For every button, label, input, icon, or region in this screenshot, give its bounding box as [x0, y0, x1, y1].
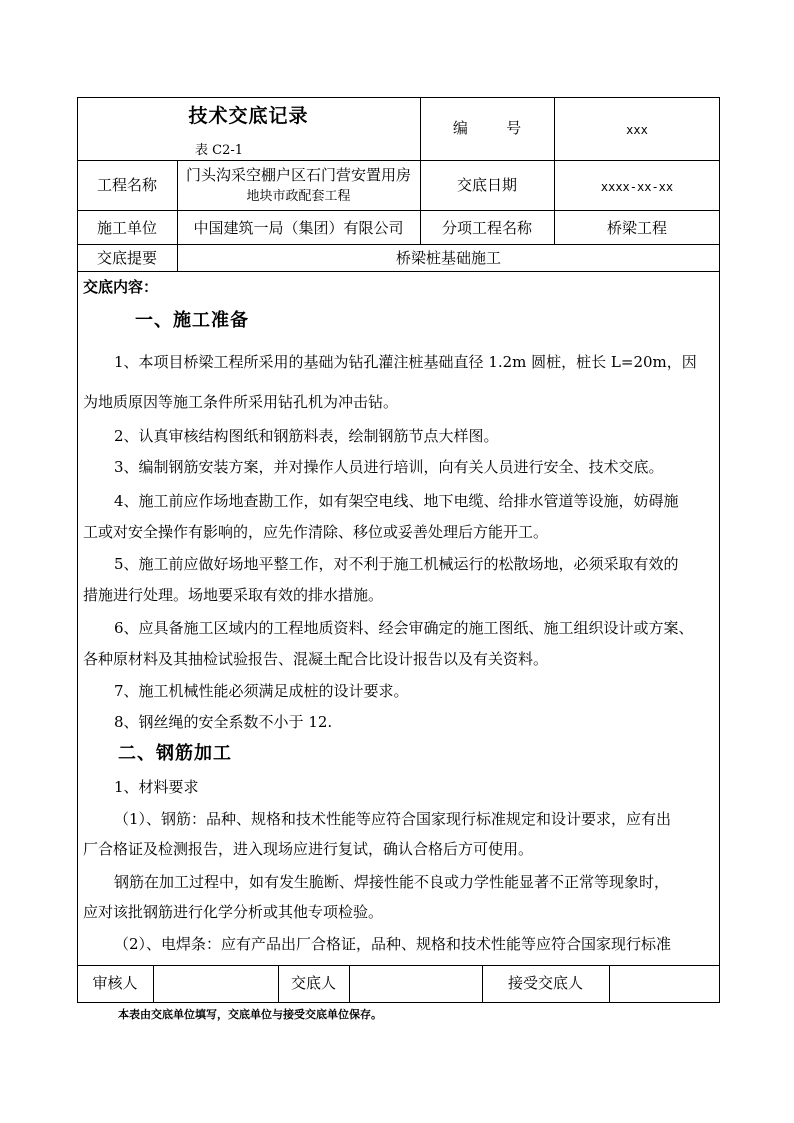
row-line-3 [77, 244, 720, 245]
row-line-1 [77, 160, 720, 161]
para-7: 7、施工机械性能必须满足成桩的设计要求。 [114, 682, 409, 700]
presenter-label: 交底人 [290, 974, 336, 992]
number-value: xxx [626, 123, 648, 137]
summary-label: 交底提要 [96, 249, 157, 267]
section-2-item-1: 1、材料要求 [114, 778, 199, 796]
subproject-label: 分项工程名称 [441, 219, 532, 237]
section-2-title: 二、钢筋加工 [118, 743, 232, 764]
section-2-para-3-line-1: （2）、电焊条：应有产品出厂合格证，品种、规格和技术性能等应符合国家现行标准 [114, 935, 672, 953]
col-line-f1 [153, 965, 154, 1003]
para-6-line-2: 各种原材料及其抽检试验报告、混凝土配合比设计报告以及有关资料。 [83, 650, 549, 668]
row-line-5 [77, 965, 720, 966]
col-line-f3 [349, 965, 350, 1003]
receiver-label: 接受交底人 [507, 974, 583, 992]
para-1-line-2: 为地质原因等施工条件所采用钻孔机为冲击钻。 [83, 393, 399, 411]
unit-label: 施工单位 [96, 219, 157, 237]
summary-value: 桥梁桩基础施工 [395, 249, 501, 267]
section-2-para-2-line-1: 钢筋在加工过程中，如有发生脆断、焊接性能不良或力学性能显著不正常等现象时， [114, 873, 670, 891]
para-5-line-1: 5、施工前应做好场地平整工作，对不利于施工机械运行的松散场地，必须采取有效的 [114, 555, 679, 573]
reviewer-label: 审核人 [92, 974, 138, 992]
content-label: 交底内容： [83, 278, 159, 296]
para-8: 8、钢丝绳的安全系数不小于 12. [114, 713, 333, 731]
form-number: 表 C2-1 [195, 143, 244, 158]
col-line-f5 [609, 965, 610, 1003]
para-3: 3、编制钢筋安装方案，并对操作人员进行培训，向有关人员进行安全、技术交底。 [114, 458, 664, 476]
project-name-line1: 门头沟采空棚户区石门营安置用房 [185, 166, 411, 184]
number-label: 编 号 [452, 119, 522, 137]
project-name-line2: 地块市政配套工程 [246, 189, 351, 204]
section-2-para-1-line-2: 厂合格证及检测报告，进入现场应进行复试，确认合格后方可使用。 [83, 840, 534, 858]
para-2: 2、认真审核结构图纸和钢筋料表，绘制钢筋节点大样图。 [114, 427, 499, 445]
section-2-para-2-line-2: 应对该批钢筋进行化学分析或其他专项检验。 [83, 903, 384, 921]
subproject-value: 桥梁工程 [606, 219, 667, 237]
date-value: xxxx-xx-xx [600, 180, 674, 194]
row-line-4 [77, 271, 720, 272]
unit-value: 中国建筑一局（集团）有限公司 [193, 219, 404, 237]
para-4-line-1: 4、施工前应作场地查勘工作，如有架空电线、地下电缆、给排水管道等设施，妨碍施 [114, 492, 679, 510]
footnote: 本表由交底单位填写，交底单位与接受交底单位保存。 [118, 1008, 382, 1021]
date-label: 交底日期 [456, 176, 517, 194]
section-2-para-1-line-1: （1）、钢筋：品种、规格和技术性能等应符合国家现行标准规定和设计要求，应有出 [114, 810, 672, 828]
para-4-line-2: 工或对安全操作有影响的，应先作清除、移位或妥善处理后方能开工。 [83, 523, 549, 541]
record-title: 技术交底记录 [188, 105, 309, 127]
row-line-2 [77, 210, 720, 211]
para-6-line-1: 6、应具备施工区域内的工程地质资料、经会审确定的施工图纸、施工组织设计或方案、 [114, 619, 694, 637]
section-1-title: 一、施工准备 [135, 310, 249, 331]
para-5-line-2: 措施进行处理。场地要采取有效的排水措施。 [83, 586, 384, 604]
para-1-line-1: 1、本项目桥梁工程所采用的基础为钻孔灌注桩基础直径 1.2m 圆桩，桩长 L=20m，因 [114, 353, 697, 371]
project-label: 工程名称 [96, 176, 157, 194]
